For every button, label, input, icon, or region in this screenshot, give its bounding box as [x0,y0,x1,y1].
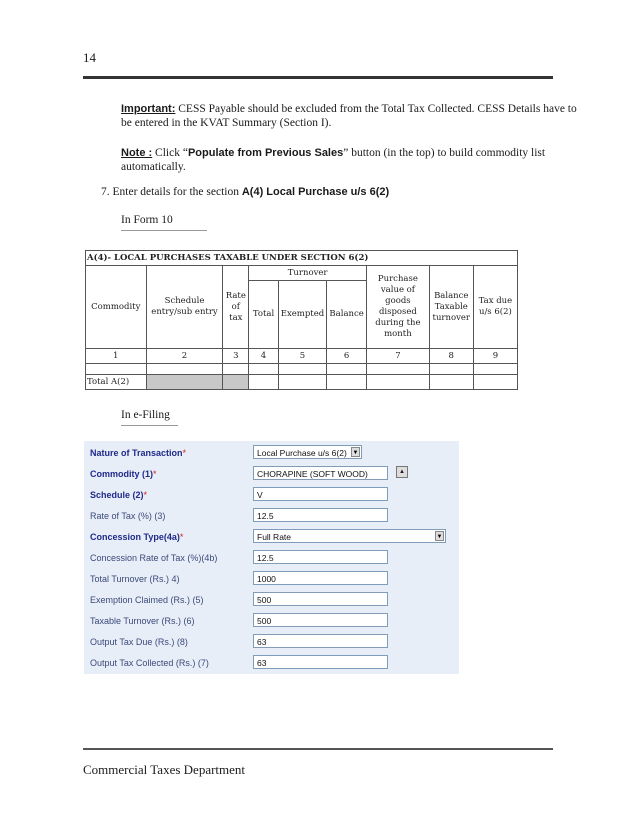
efiling-form [84,441,459,674]
col-tax-due: Tax due u/s 6(2) [473,266,517,349]
total-row [86,375,518,390]
footer-text: Commercial Taxes Department [83,762,246,777]
field-nature-of-transaction [84,443,459,462]
note-label: Note : [121,147,153,159]
field-total-turnover [84,569,459,588]
field-label: Taxable Turnover (Rs.) (6) [90,616,195,626]
output-tax-collected-input[interactable]: 63 [253,655,388,669]
col-exempted: Exempted [278,281,326,349]
col-commodity: Commodity [86,266,147,349]
column-number: 2 [146,349,223,364]
col-balance: Balance [327,281,367,349]
field-output-tax-due [84,632,459,651]
total-shaded-cell [146,375,223,390]
footer-rule [83,748,553,750]
efiling-label-underline [121,425,178,426]
field-taxable-turnover [84,611,459,630]
form10-label-underline [121,230,207,231]
column-number: 7 [367,349,430,364]
dropdown-arrow-icon[interactable]: ▼ [435,531,444,541]
field-label: Output Tax Due (Rs.) (8) [90,637,188,647]
concession-rate-input[interactable]: 12.5 [253,550,388,564]
schedule-input[interactable]: V [253,487,388,501]
field-label: Nature of Transaction* [90,448,187,458]
populate-button-name: Populate from Previous Sales [187,147,344,159]
field-label: Concession Rate of Tax (%)(4b) [90,553,218,563]
col-purchase-value: Purchase value of goods disposed during the month [367,266,430,349]
step-7-section: A(4) Local Purchase u/s 6(2) [241,186,390,198]
exemption-claimed-input[interactable]: 500 [253,592,388,606]
col-total: Total [249,281,279,349]
step-7 [101,186,389,198]
col-balance-taxable: Balance Taxable turnover [429,266,473,349]
column-number: 1 [86,349,147,364]
important-label: Important: [121,103,176,115]
page-number: 14 [83,50,96,65]
total-label: Total A(2) [86,375,147,390]
col-schedule: Schedule entry/sub entry [146,266,223,349]
field-schedule [84,485,459,504]
field-output-tax-collected [84,653,459,672]
form10-title: A(4)- LOCAL PURCHASES TAXABLE UNDER SECTION 6(2) [86,251,518,266]
column-number-row [86,349,518,364]
nature-of-transaction-select[interactable]: Local Purchase u/s 6(2) ▼ [253,445,362,459]
blank-row [86,364,518,375]
field-concession-rate [84,548,459,567]
column-number: 3 [223,349,249,364]
col-turnover: Turnover [249,266,367,281]
total-turnover-input[interactable]: 1000 [253,571,388,585]
field-exemption-claimed [84,590,459,609]
form10-label: In Form 10 [121,214,173,226]
field-label: Commodity (1)* [90,469,157,479]
column-number: 9 [473,349,517,364]
field-commodity [84,464,459,483]
column-number: 8 [429,349,473,364]
field-rate-of-tax [84,506,459,525]
col-rate: Rate of tax [223,266,249,349]
column-number: 5 [278,349,326,364]
field-label: Output Tax Collected (Rs.) (7) [90,658,209,668]
field-label: Concession Type(4a)* [90,532,184,542]
form10-table [85,250,518,390]
commodity-input[interactable]: CHORAPINE (SOFT WOOD) [253,466,388,480]
note-post: ” button (in the top) to build commodity list automatically. [121,147,546,173]
field-label: Exemption Claimed (Rs.) (5) [90,595,204,605]
step-7-text: 7. Enter details for the section [101,186,242,198]
field-label: Total Turnover (Rs.) 4) [90,574,180,584]
efiling-label: In e-Filing [121,409,170,421]
column-number: 4 [249,349,279,364]
dropdown-arrow-icon[interactable]: ▼ [351,447,360,457]
rate-of-tax-input[interactable]: 12.5 [253,508,388,522]
field-label: Schedule (2)* [90,490,148,500]
important-paragraph [121,102,581,130]
note-pre: Click “ [152,147,188,159]
field-label: Rate of Tax (%) (3) [90,511,166,521]
note-paragraph [121,146,581,174]
taxable-turnover-input[interactable]: 500 [253,613,388,627]
commodity-lookup-button[interactable]: ▲ [396,466,408,478]
output-tax-due-input[interactable]: 63 [253,634,388,648]
column-number: 6 [327,349,367,364]
concession-type-select[interactable]: Full Rate ▼ [253,529,446,543]
header-rule [83,76,553,79]
important-text: CESS Payable should be excluded from the Total Tax Collected. CESS Details have to be entered in the KVAT Summary (Section I). [121,103,577,129]
field-concession-type [84,527,459,546]
total-shaded-cell [223,375,249,390]
